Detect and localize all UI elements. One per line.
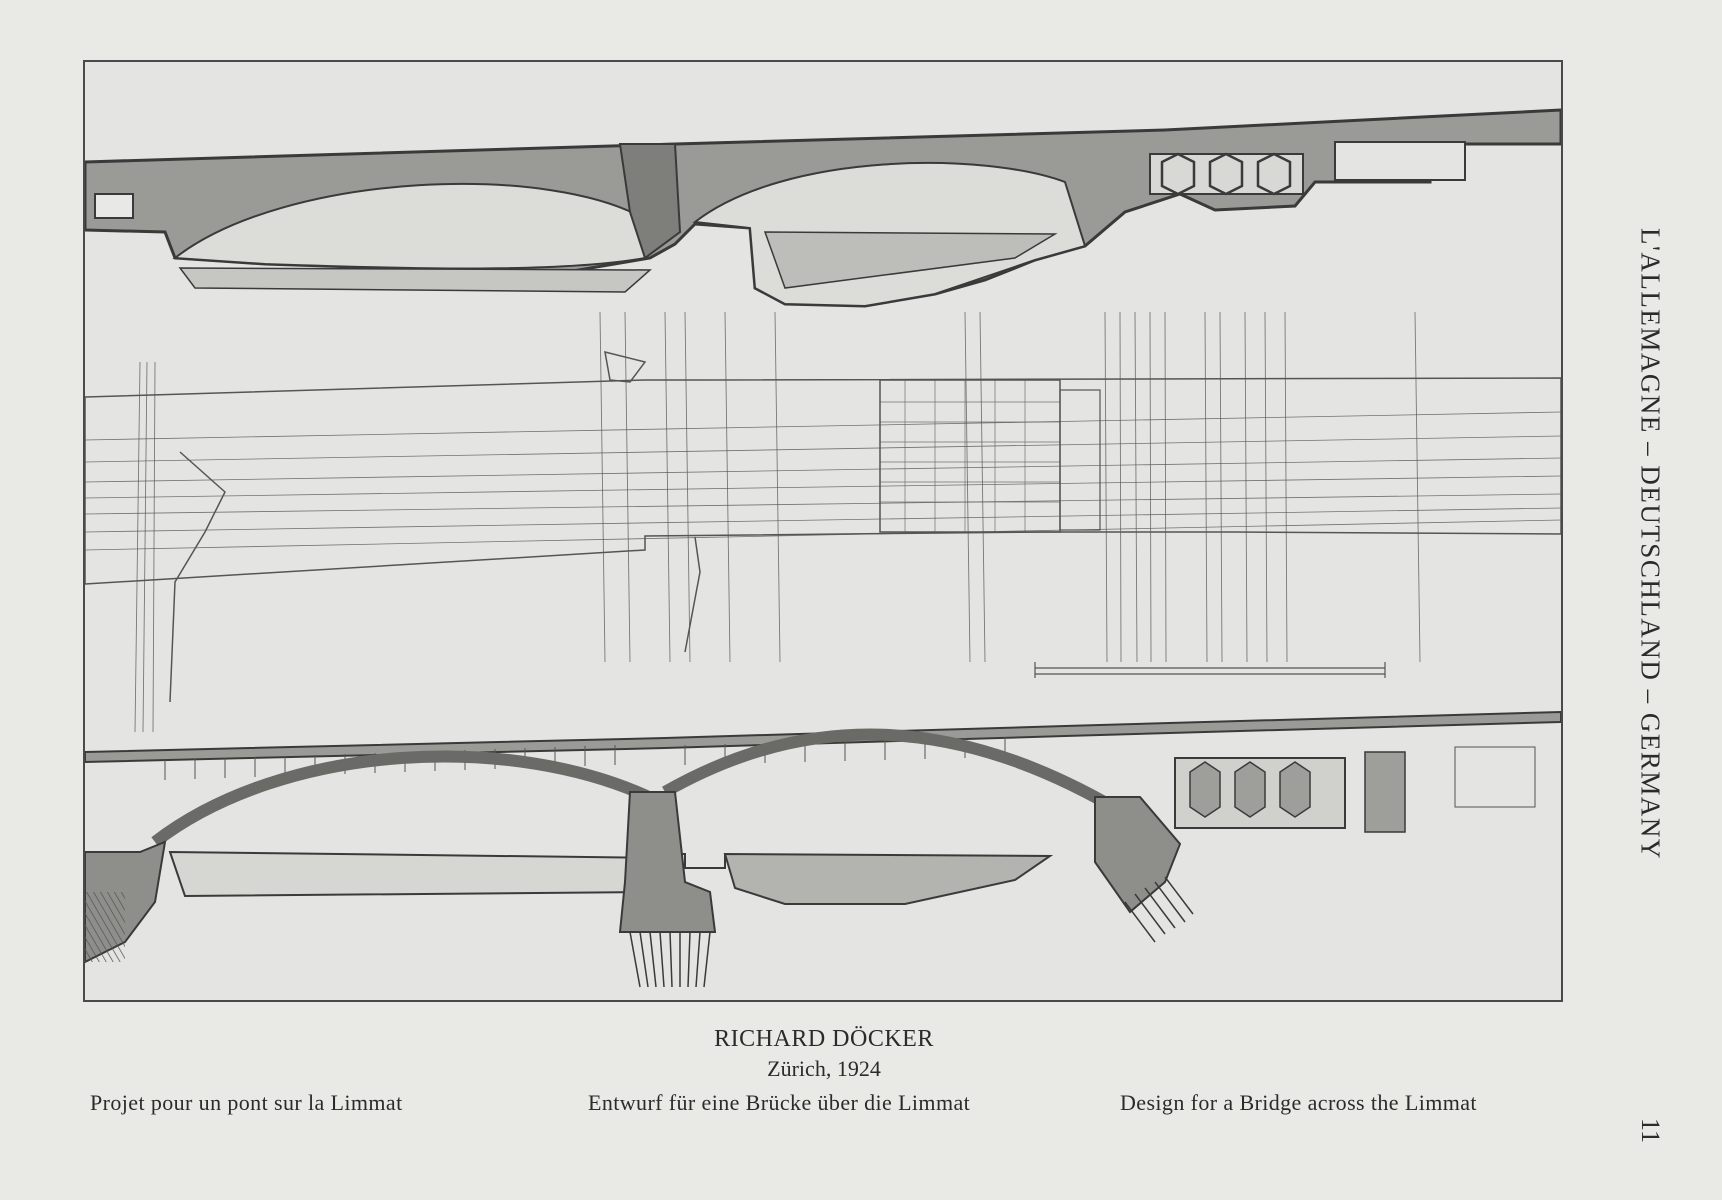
place-and-year: Zürich, 1924 [767,1056,881,1081]
caption-german: Entwurf für eine Brücke über die Limmat [588,1090,971,1115]
country-running-head: L'ALLEMAGNE – DEUTSCHLAND – GERMANY [1635,228,1666,860]
caption-french: Projet pour un pont sur la Limmat [90,1090,403,1115]
architect-name: RICHARD DÖCKER [714,1026,934,1052]
bottom-elevation-view [85,712,1561,987]
bridge-drawing-plate [83,60,1563,1002]
caption-english: Design for a Bridge across the Limmat [1120,1090,1477,1115]
plan-view [85,312,1561,732]
page-number: 11 [1636,1118,1665,1144]
bridge-drawing [85,62,1561,1000]
top-section-view [85,110,1561,306]
